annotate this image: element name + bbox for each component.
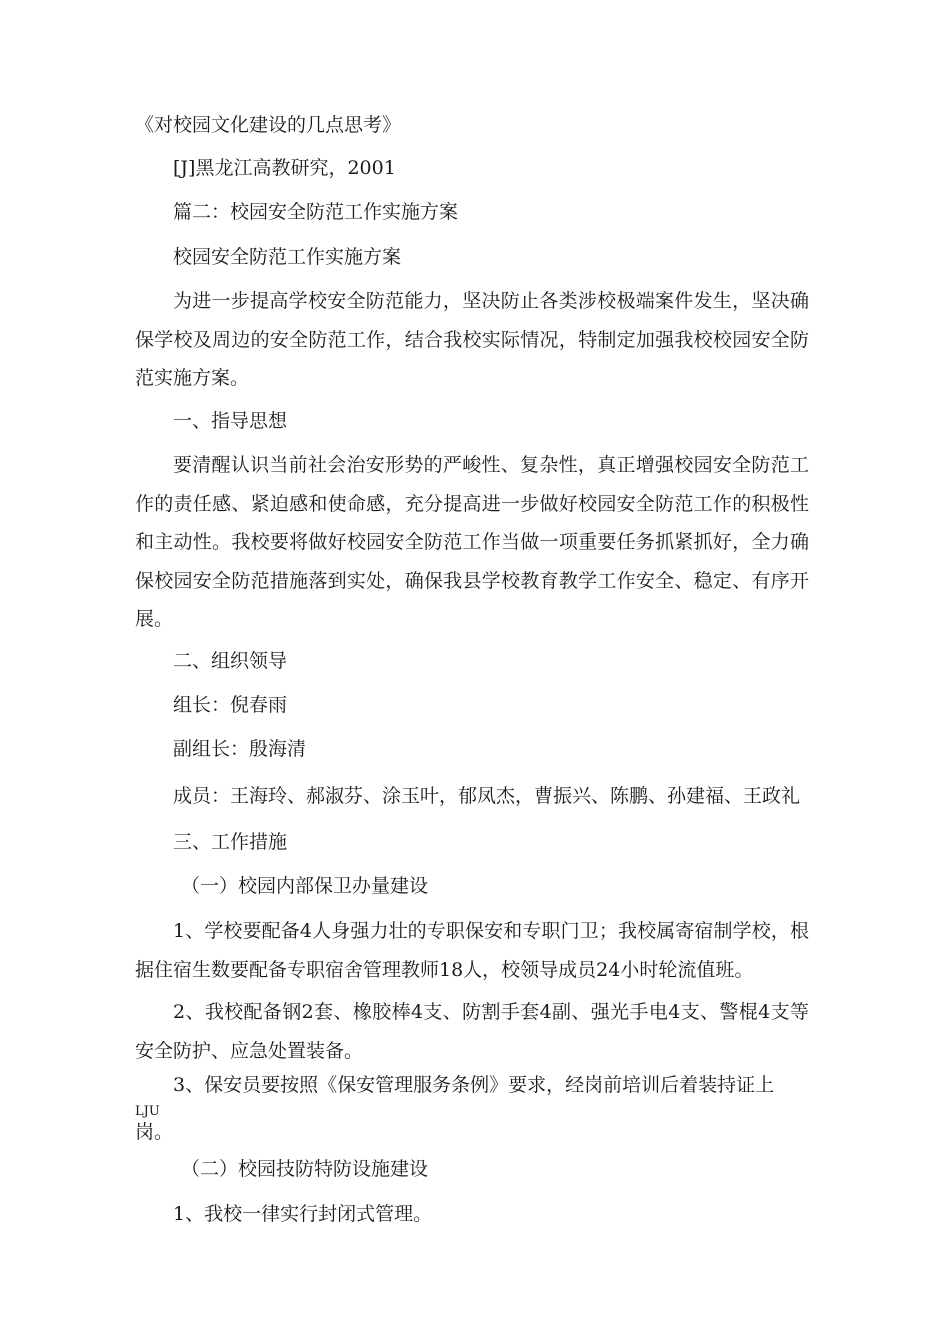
reference-title: 《对校园文化建设的几点思考》 [135, 114, 402, 136]
deputy-group-leader: 副组长：殷海清 [173, 738, 307, 760]
measure-item-2: 2、我校配备钢2套、橡胶棒4支、防割手套4副、强光手电4支、警棍4支等安全防护、应急处置装备。 [135, 1001, 809, 1062]
section-heading-guiding-ideology: 一、指导思想 [173, 410, 288, 432]
measure-item-3-end: 岗。 [135, 1121, 174, 1143]
group-leader: 组长：倪春雨 [173, 694, 288, 716]
chapter-heading: 篇二：校园安全防范工作实施方案 [173, 201, 459, 223]
reference-source: [J]黑龙江高教研究，2001 [173, 157, 396, 179]
scan-artifact-text: LJU [135, 1104, 160, 1119]
intro-paragraph: 为进一步提高学校安全防范能力，坚决防止各类涉校极端案件发生，坚决确保学校及周边的安全防范工作，结合我校实际情况，特制定加强我校校园安全防范实施方案。 [135, 290, 809, 389]
guiding-ideology-paragraph: 要清醒认识当前社会治安形势的严峻性、复杂性，真正增强校园安全防范工作的责任感、紧迫感和使命感，充分提高进一步做好校园安全防范工作的积极性和主动性。我校要将做好校园安全防范工作当做一项重要任务抓紧抓好，全力确保校园安全防范措施落到实处，确保我县学校教育教学工作安全、稳定、有序开展。 [135, 454, 809, 630]
section-heading-organization: 二、组织领导 [173, 650, 288, 672]
tech-defense-item-1: 1、我校一律实行封闭式管理。 [173, 1203, 433, 1225]
measure-item-1: 1、学校要配备4人身强力壮的专职保安和专职门卫；我校属寄宿制学校，根据住宿生数要配备专职宿舍管理教师18人，校领导成员24小时轮流值班。 [135, 920, 809, 981]
section-heading-measures: 三、工作措施 [173, 831, 288, 853]
group-members: 成员：王海玲、郝淑芬、涂玉叶，郁凤杰，曹振兴、陈鹏、孙建福、王政礼 [173, 785, 801, 807]
subsection-heading-tech-defense: （二）校园技防特防设施建设 [181, 1158, 429, 1180]
subsection-heading-internal-security: （一）校园内部保卫办量建设 [181, 875, 429, 897]
measure-item-3: 3、保安员要按照《保安管理服务条例》要求，经岗前培训后着装持证上 [173, 1074, 775, 1096]
document-title: 校园安全防范工作实施方案 [173, 246, 402, 268]
